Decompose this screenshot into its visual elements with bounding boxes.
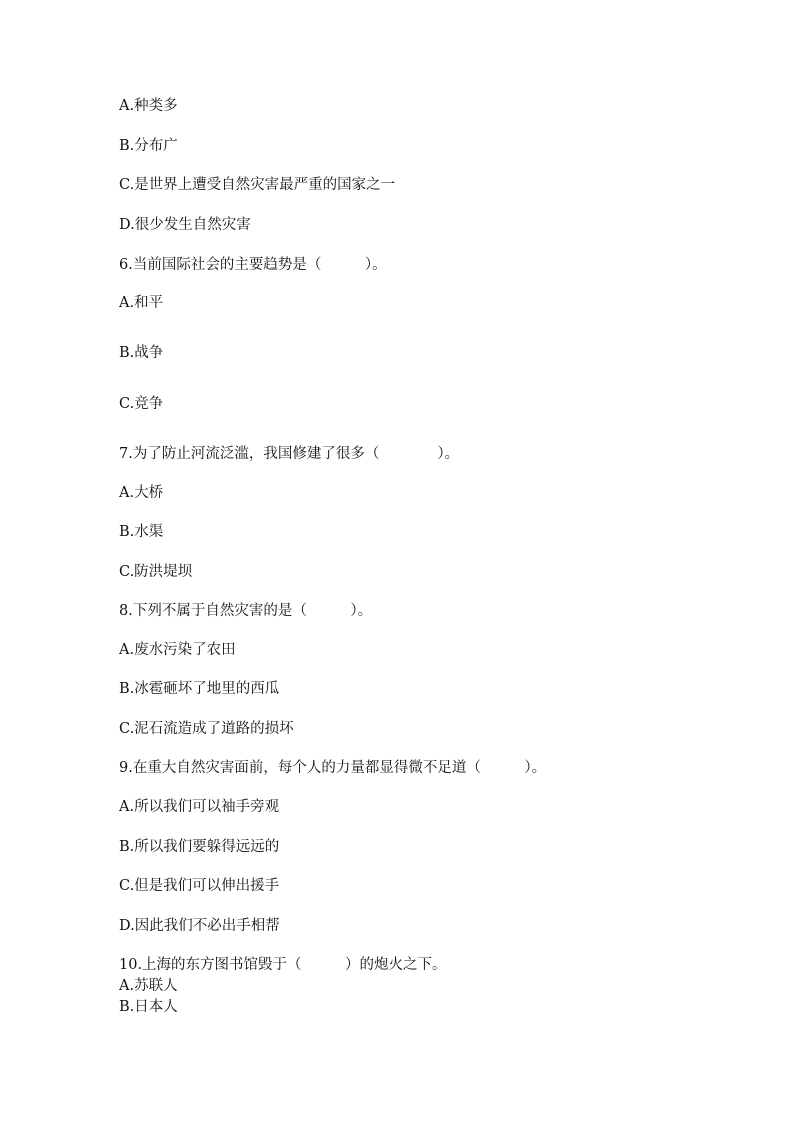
q10-stem: 10.上海的东方图书馆毁于（ ）的炮火之下。 <box>119 957 447 973</box>
q5-option-b: B.分布广 <box>119 138 178 154</box>
q9-option-c: C.但是我们可以伸出援手 <box>119 878 280 894</box>
q9-option-b: B.所以我们要躲得远远的 <box>119 839 280 855</box>
q6-stem: 6.当前国际社会的主要趋势是（ ）。 <box>119 257 387 273</box>
q9-stem: 9.在重大自然灾害面前，每个人的力量都显得微不足道（ ）。 <box>119 760 547 776</box>
q8-stem: 8.下列不属于自然灾害的是（ ）。 <box>119 603 373 619</box>
q8-option-c: C.泥石流造成了道路的损坏 <box>119 721 294 737</box>
q7-option-a: A.大桥 <box>119 485 164 501</box>
q10-option-b: B.日本人 <box>119 999 178 1015</box>
q9-option-d: D.因此我们不必出手相帮 <box>119 918 280 934</box>
q10-option-a: A.苏联人 <box>119 978 178 994</box>
q7-option-c: C.防洪堤坝 <box>119 564 193 580</box>
q5-option-c: C.是世界上遭受自然灾害最严重的国家之一 <box>119 177 396 193</box>
q9-option-a: A.所以我们可以袖手旁观 <box>119 799 280 815</box>
q6-option-c: C.竞争 <box>119 396 164 412</box>
q7-option-b: B.水渠 <box>119 524 164 540</box>
q8-option-a: A.废水污染了农田 <box>119 642 236 658</box>
q5-option-a: A.种类多 <box>119 98 178 114</box>
q6-option-b: B.战争 <box>119 345 164 361</box>
q7-stem: 7.为了防止河流泛滥，我国修建了很多（ ）。 <box>119 446 460 462</box>
q5-option-d: D.很少发生自然灾害 <box>119 217 251 233</box>
q6-option-a: A.和平 <box>119 295 164 311</box>
q8-option-b: B.冰雹砸坏了地里的西瓜 <box>119 681 280 697</box>
